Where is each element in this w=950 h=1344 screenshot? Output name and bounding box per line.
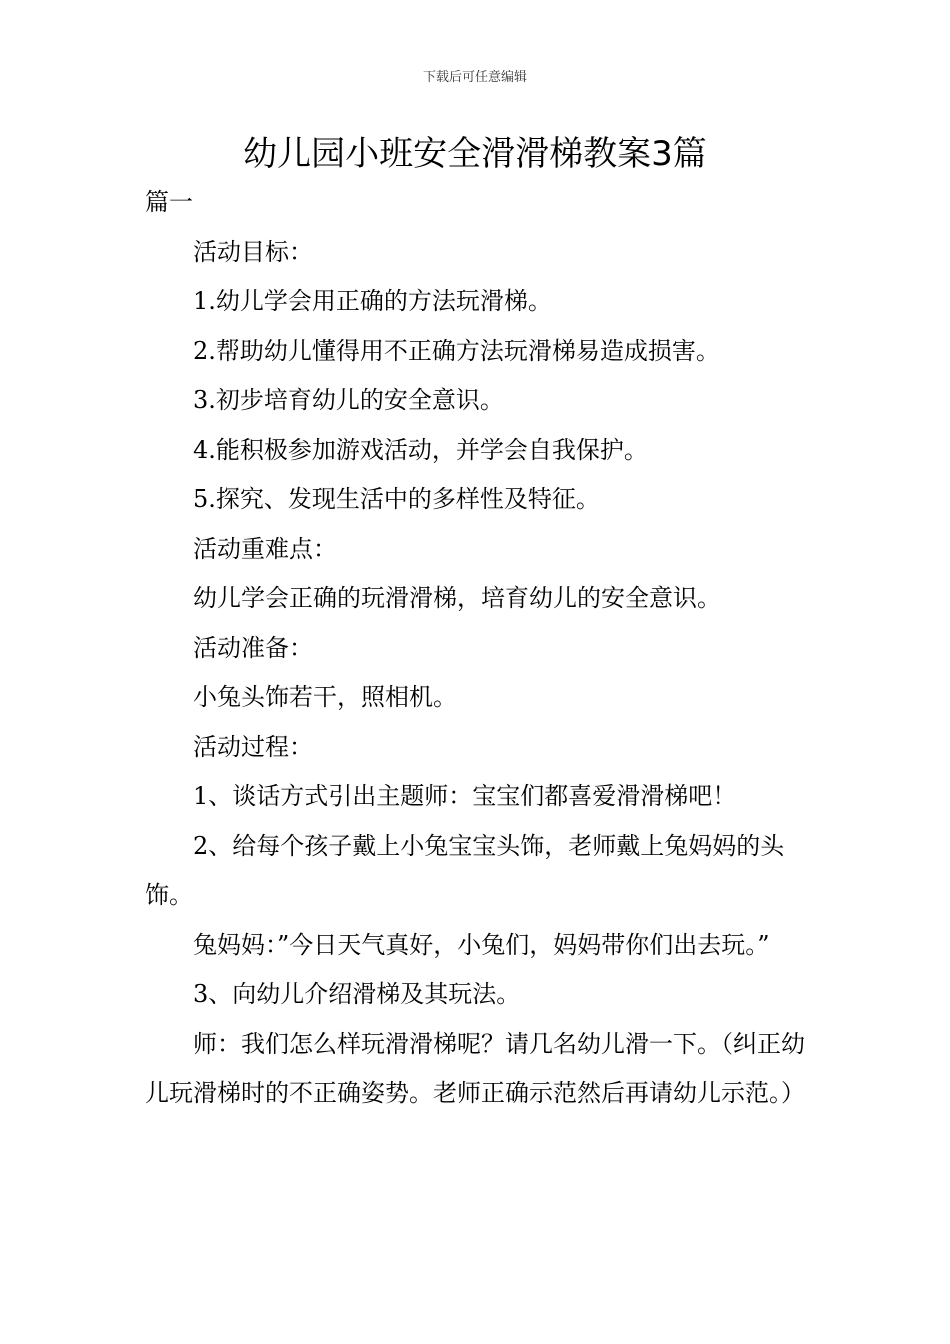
- paragraph-teacher: 师：我们怎么样玩滑滑梯呢？请几名幼儿滑一下。（纠正幼儿玩滑梯时的不正确姿势。老师正确示范然后再请幼儿示范。）: [145, 1029, 805, 1107]
- paragraph-keypoints-heading: 活动重难点：: [193, 534, 337, 563]
- paragraph-keypoints: 幼儿学会正确的玩滑滑梯，培育幼儿的安全意识。: [193, 584, 721, 612]
- section-label: 篇一: [145, 188, 193, 216]
- paragraph-preparation: 小兔头饰若干，照相机。: [193, 683, 457, 711]
- paragraph-preparation-heading: 活动准备：: [193, 633, 313, 662]
- paragraph-step-1: 1、谈话方式引出主题师：宝宝们都喜爱滑滑梯吧！: [193, 782, 737, 810]
- paragraph-goal-2: 2.帮助幼儿懂得用不正确方法玩滑梯易造成损害。: [193, 336, 720, 365]
- paragraph-goal-1: 1.幼儿学会用正确的方法玩滑梯。: [193, 287, 552, 315]
- paragraph-goal-5: 5.探究、发现生活中的多样性及特征。: [193, 485, 600, 513]
- paragraph-goals-heading: 活动目标：: [193, 237, 313, 266]
- paragraph-process-heading: 活动过程：: [193, 732, 313, 761]
- paragraph-goal-3: 3.初步培育幼儿的安全意识。: [193, 386, 504, 414]
- document-body: [145, 178, 810, 1119]
- paragraph-goal-4: 4.能积极参加游戏活动，并学会自我保护。: [193, 435, 648, 464]
- paragraph-step-3: 3、向幼儿介绍滑梯及其玩法。: [193, 980, 521, 1008]
- header-note: 下载后可任意编辑: [422, 70, 527, 85]
- paragraph-rabbit-mother: 兔妈妈：”今日天气真好，小兔们，妈妈带你们出去玩。”: [193, 930, 770, 959]
- paragraph-step-2: 2、给每个孩子戴上小兔宝宝头饰，老师戴上兔妈妈的头饰。: [145, 831, 785, 909]
- document-title: 幼儿园小班安全滑滑梯教案3篇: [243, 134, 707, 174]
